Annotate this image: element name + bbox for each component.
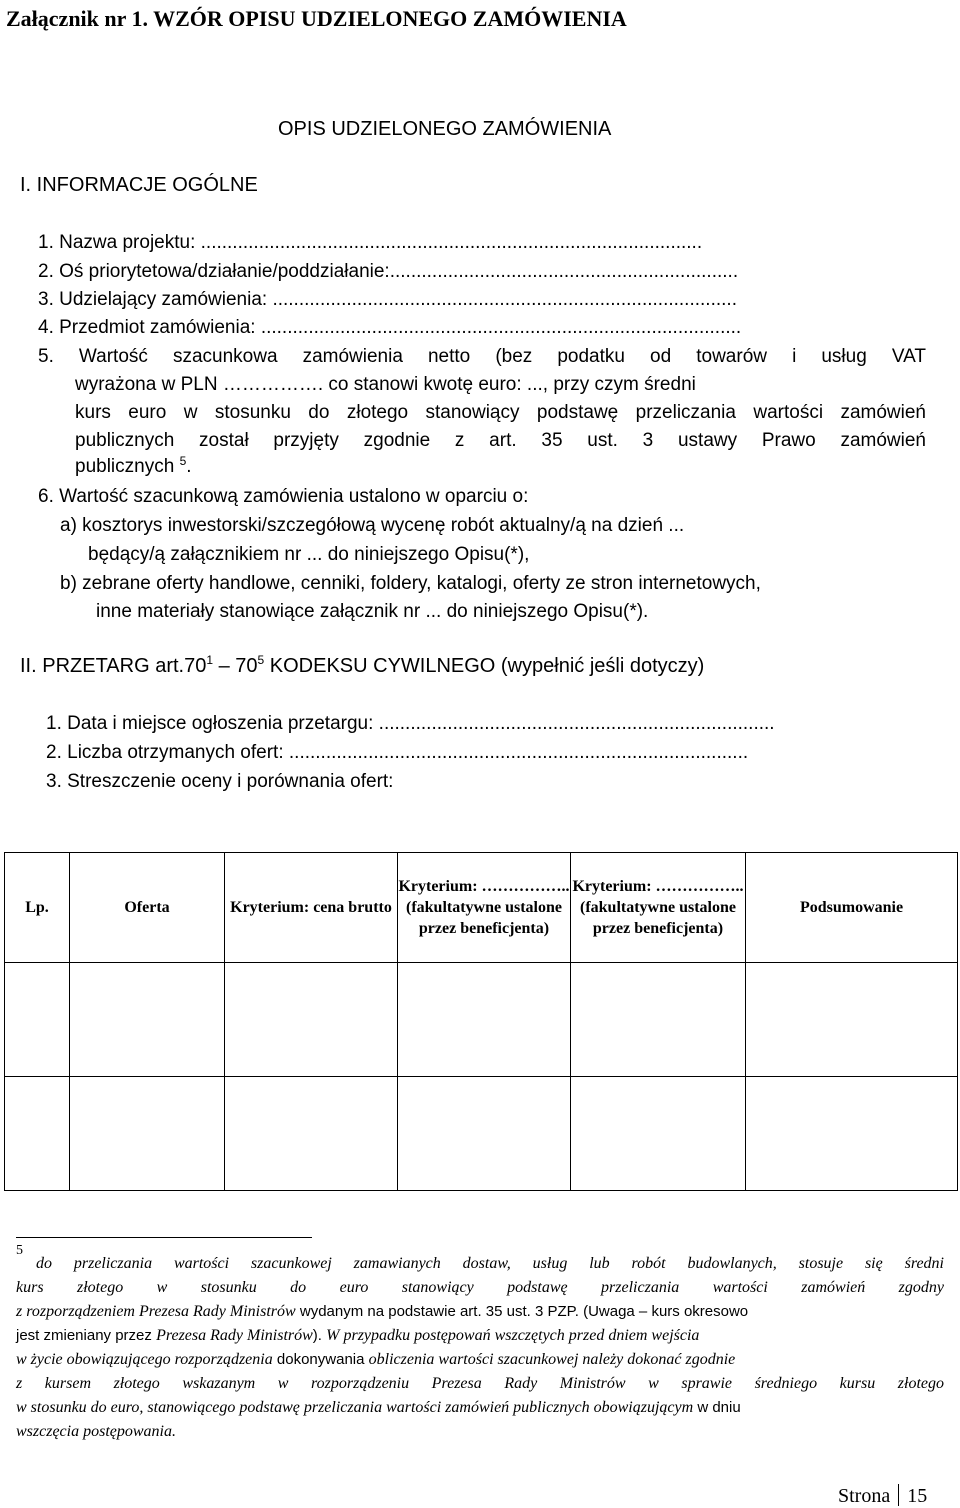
tender-offers-count: 2. Liczba otrzymanych ofert: ....................................................................................... — [46, 742, 749, 763]
footnote-line5: w życie obowiązującego rozporządzenia dokonywania obliczenia wartości szacunkowej należy dokonać zgodnie — [16, 1351, 736, 1368]
item-contracting-party: 3. Udzielający zamówienia: ........................................................................................ — [38, 289, 737, 310]
footnote-line7: w stosunku do euro, stanowiącego podstawę przeliczania wartości zamówień publicznych obowiązującym w dniu — [16, 1399, 741, 1416]
table-cell[interactable] — [571, 963, 746, 1077]
table-cell[interactable] — [746, 963, 958, 1077]
col-header-criterion-3: Kryterium: …………….. (fakultatywne ustalone przez beneficjenta) — [571, 853, 746, 963]
tender-evaluation-summary: 3. Streszczenie oceny i porównania ofert: — [46, 771, 394, 792]
section-1-heading: I. INFORMACJE OGÓLNE — [20, 174, 258, 196]
item-value-basis-b2: inne materiały stanowiące załącznik nr ... do niniejszego Opisu(*). — [96, 601, 649, 622]
item-value-line2: wyrażona w PLN ……………. co stanowi kwotę euro: ..., przy czym średni — [75, 374, 696, 395]
item-value-line4: publicznych został przyjęty zgodnie z art. 35 ust. 3 ustawy Prawo zamówień — [75, 430, 926, 451]
footnote-line3: z rozporządzeniem Prezesa Rady Ministrów wydanym na podstawie art. 35 ust. 3 PZP. (Uwaga – kurs okresowo — [16, 1303, 749, 1320]
page-label: Strona — [838, 1485, 891, 1507]
col-header-price-criterion: Kryterium: cena brutto — [225, 853, 398, 963]
table-header-row — [5, 853, 958, 963]
table-cell[interactable] — [398, 1077, 571, 1191]
footnote-ref-5: 5 — [179, 454, 187, 468]
table-row — [5, 963, 958, 1077]
offers-evaluation-table — [4, 852, 958, 1191]
table-cell[interactable] — [225, 963, 398, 1077]
table-cell[interactable] — [398, 963, 571, 1077]
footnote-mark: 5 — [16, 1243, 23, 1258]
item-value-basis-a1: a) kosztorys inwestorski/szczegółową wycenę robót aktualny/ą na dzień ... — [60, 515, 685, 536]
col-header-offer: Oferta — [70, 853, 225, 963]
col-header-lp: Lp. — [5, 853, 70, 963]
table-cell[interactable] — [225, 1077, 398, 1191]
document-subtitle: OPIS UDZIELONEGO ZAMÓWIENIA — [278, 118, 612, 140]
table-cell[interactable] — [70, 963, 225, 1077]
table-row — [5, 1077, 958, 1191]
footnote-line8: wszczęcia postępowania. — [16, 1423, 176, 1440]
table-cell[interactable] — [5, 963, 70, 1077]
col-header-summary: Podsumowanie — [746, 853, 958, 963]
table-cell[interactable] — [746, 1077, 958, 1191]
footnote-line6: z kursem złotego wskazanym w rozporządzeniu Prezesa Rady Ministrów w sprawie średniego kursu złotego — [16, 1375, 944, 1392]
tender-date-place: 1. Data i miejsce ogłoszenia przetargu: ........................................................................... — [46, 713, 775, 734]
document-title: Załącznik nr 1. WZÓR OPISU UDZIELONEGO ZAMÓWIENIA — [6, 6, 627, 31]
page-number: 15 — [907, 1485, 928, 1507]
item-value-line5: publicznych $^5$. — [75, 454, 192, 477]
item-project-name: 1. Nazwa projektu: ............................................................................................... — [38, 232, 703, 253]
footnote-separator — [16, 1237, 312, 1238]
footer-divider — [898, 1484, 899, 1506]
table-cell[interactable] — [70, 1077, 225, 1191]
table-cell[interactable] — [5, 1077, 70, 1191]
col-header-criterion-2: Kryterium: …………….. (fakultatywne ustalone przez beneficjenta) — [398, 853, 571, 963]
item-value-line3: kurs euro w stosunku do złotego stanowiący podstawę przeliczania wartości zamówień — [75, 402, 926, 423]
section-2-heading: II. PRZETARG $art.70^1 - 70^5$ KODEKSU CYWILNEGO (wypełnić jeśli dotyczy) — [20, 653, 705, 677]
footnote-line1: do przeliczania wartości szacunkowej zamawianych dostaw, usług lub robót budowlanych, stosuje się średni — [36, 1255, 944, 1272]
item-value-basis-a2: będący/ą załącznikiem nr ... do niniejszego Opisu(*), — [88, 544, 530, 565]
item-priority-axis: 2. Oś priorytetowa/działanie/poddziałanie:.................................................................. — [38, 261, 739, 282]
footnote-line2: kurs złotego w stosunku do euro stanowiący podstawę przeliczania wartości zamówień zgodny — [16, 1279, 944, 1296]
item-subject: 4. Przedmiot zamówienia: ........................................................................................... — [38, 317, 742, 338]
item-value-line1: 5. Wartość szacunkowa zamówienia netto (bez podatku od towarów i usług VAT — [38, 346, 926, 367]
item-value-basis-b1: b) zebrane oferty handlowe, cenniki, foldery, katalogi, oferty ze stron internetowych, — [60, 573, 761, 594]
item-value-basis: 6. Wartość szacunkową zamówienia ustalono w oparciu o: — [38, 486, 529, 507]
table-cell[interactable] — [571, 1077, 746, 1191]
footnote-line4: jest zmieniany przez Prezesa Rady Ministrów). W przypadku postępowań wszczętych przed dniem wejścia — [16, 1327, 700, 1344]
page-footer — [838, 1484, 927, 1508]
